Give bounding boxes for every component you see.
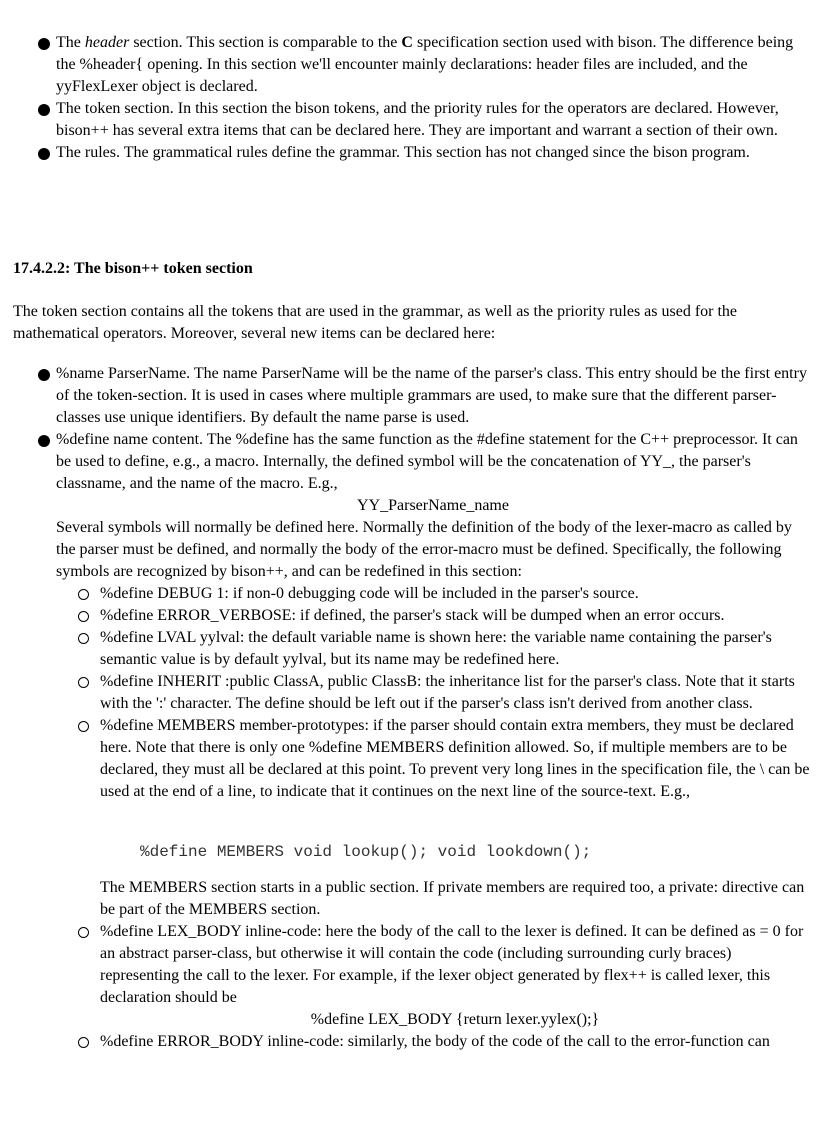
members-note: The MEMBERS section starts in a public section. If private members are required too, a private: directive can be part of the MEMBERS section.	[100, 879, 805, 918]
section-intro-paragraph: The token section contains all the tokens that are used in the grammar, as well as the priority rules as used for the mathematical operators. Moreover, several new items can be declared here:	[13, 303, 738, 342]
sub-item-inherit	[78, 671, 810, 715]
sections-bullet-list	[38, 32, 810, 164]
bullet-disc-icon	[38, 369, 50, 381]
list-item-token-section	[38, 98, 810, 142]
members-code-example: %define MEMBERS void lookup(); void lookdown();	[140, 843, 592, 861]
bullet-circle-icon	[78, 927, 89, 938]
lex-body-text: %define LEX_BODY inline-code: here the body of the call to the lexer is defined. It can be defined as = 0 for an abstract parser-class, but otherwise it will contain the code (including surrounding curly braces) representing the call to the lexer. For example, if the lexer object generated by flex++ is called lexer, this declaration should be	[100, 923, 804, 1006]
bullet-disc-icon	[38, 435, 50, 447]
bullet-circle-icon	[78, 721, 89, 732]
header-text-em: header	[84, 34, 130, 51]
define-example: YY_ParserName_name	[357, 497, 509, 514]
list-item-rules-section	[38, 142, 810, 164]
bullet-circle-icon	[78, 633, 89, 644]
token-items-list	[38, 363, 810, 1053]
sub-item-error-body	[78, 1031, 810, 1053]
bullet-circle-icon	[78, 589, 89, 600]
define-more-text: Several symbols will normally be defined here. Normally the definition of the body of the lexer-macro as called by the parser must be defined, and normally the body of the error-macro must be defined. Specifically, the following symbols are recognized by bison++, and can be redefined in this section:	[56, 519, 792, 580]
bullet-circle-icon	[78, 1037, 89, 1048]
inherit-text: %define INHERIT :public ClassA, public ClassB: the inheritance list for the parser's class. Note that it starts with the ':' character. The define should be left out if the parser's class isn't derived from another class.	[100, 673, 795, 712]
lval-text: %define LVAL yylval: the default variable name is shown here: the variable name containing the parser's semantic value is by default yylval, but its name may be redefined here.	[100, 629, 772, 668]
bullet-disc-icon	[38, 104, 50, 116]
lex-body-example: %define LEX_BODY {return lexer.yylex();}	[310, 1011, 600, 1028]
rules-section-text: The rules. The grammatical rules define the grammar. This section has not changed since the bison program.	[56, 144, 750, 161]
header-text-mid: section. This section is comparable to the	[129, 34, 402, 51]
header-text-bold: C	[401, 34, 413, 51]
define-item-text: %define name content. The %define has the same function as the #define statement for the C++ preprocessor. It can be used to define, e.g., a macro. Internally, the defined symbol will be the concatenation of YY_, the parser's classname, and the name of the macro. E.g.,	[56, 431, 798, 492]
bullet-circle-icon	[78, 677, 89, 688]
error-verbose-text: %define ERROR_VERBOSE: if defined, the parser's stack will be dumped when an error occurs.	[100, 607, 725, 624]
bullet-disc-icon	[38, 148, 50, 160]
error-body-text: %define ERROR_BODY inline-code: similarly, the body of the code of the call to the error-function can	[100, 1033, 770, 1050]
sub-item-lex-body	[78, 921, 810, 1031]
define-symbols-list	[78, 583, 810, 1053]
token-section-text: The token section. In this section the bison tokens, and the priority rules for the operators are declared. However, bison++ has several extra items that can be declared here. They are important and warrant a section of their own.	[56, 100, 779, 139]
list-item-define	[38, 429, 810, 1053]
bullet-disc-icon	[38, 38, 50, 50]
name-item-text: %name ParserName. The name ParserName will be the name of the parser's class. This entry should be the first entry of the token-section. It is used in cases where multiple grammars are used, to make sure that the different parser-classes use unique identifiers. By default the name parse is used.	[56, 365, 807, 426]
list-item-name	[38, 363, 810, 429]
section-heading: 17.4.2.2: The bison++ token section	[13, 260, 253, 277]
sub-item-lval	[78, 627, 810, 671]
sub-item-members	[78, 715, 810, 921]
members-text: %define MEMBERS member-prototypes: if the parser should contain extra members, they must be declared here. Note that there is only one %define MEMBERS definition allowed. So, if multiple members are to be declared, they must all be declared at this point. To prevent very long lines in the specification file, the \ can be used at the end of a line, to indicate that it continues on the next line of the source-text. E.g.,	[100, 717, 810, 800]
sub-item-debug	[78, 583, 810, 605]
sub-item-error-verbose	[78, 605, 810, 627]
bullet-circle-icon	[78, 611, 89, 622]
debug-text: %define DEBUG 1: if non-0 debugging code will be included in the parser's source.	[100, 585, 639, 602]
list-item-header-section	[38, 32, 810, 98]
header-text-pre: The	[56, 34, 85, 51]
header-text-post: specification section used with bison. The difference being the %header{ opening. In this section we'll encounter mainly declarations: header files are included, and the yyFlexLexer object is declared.	[56, 34, 794, 95]
